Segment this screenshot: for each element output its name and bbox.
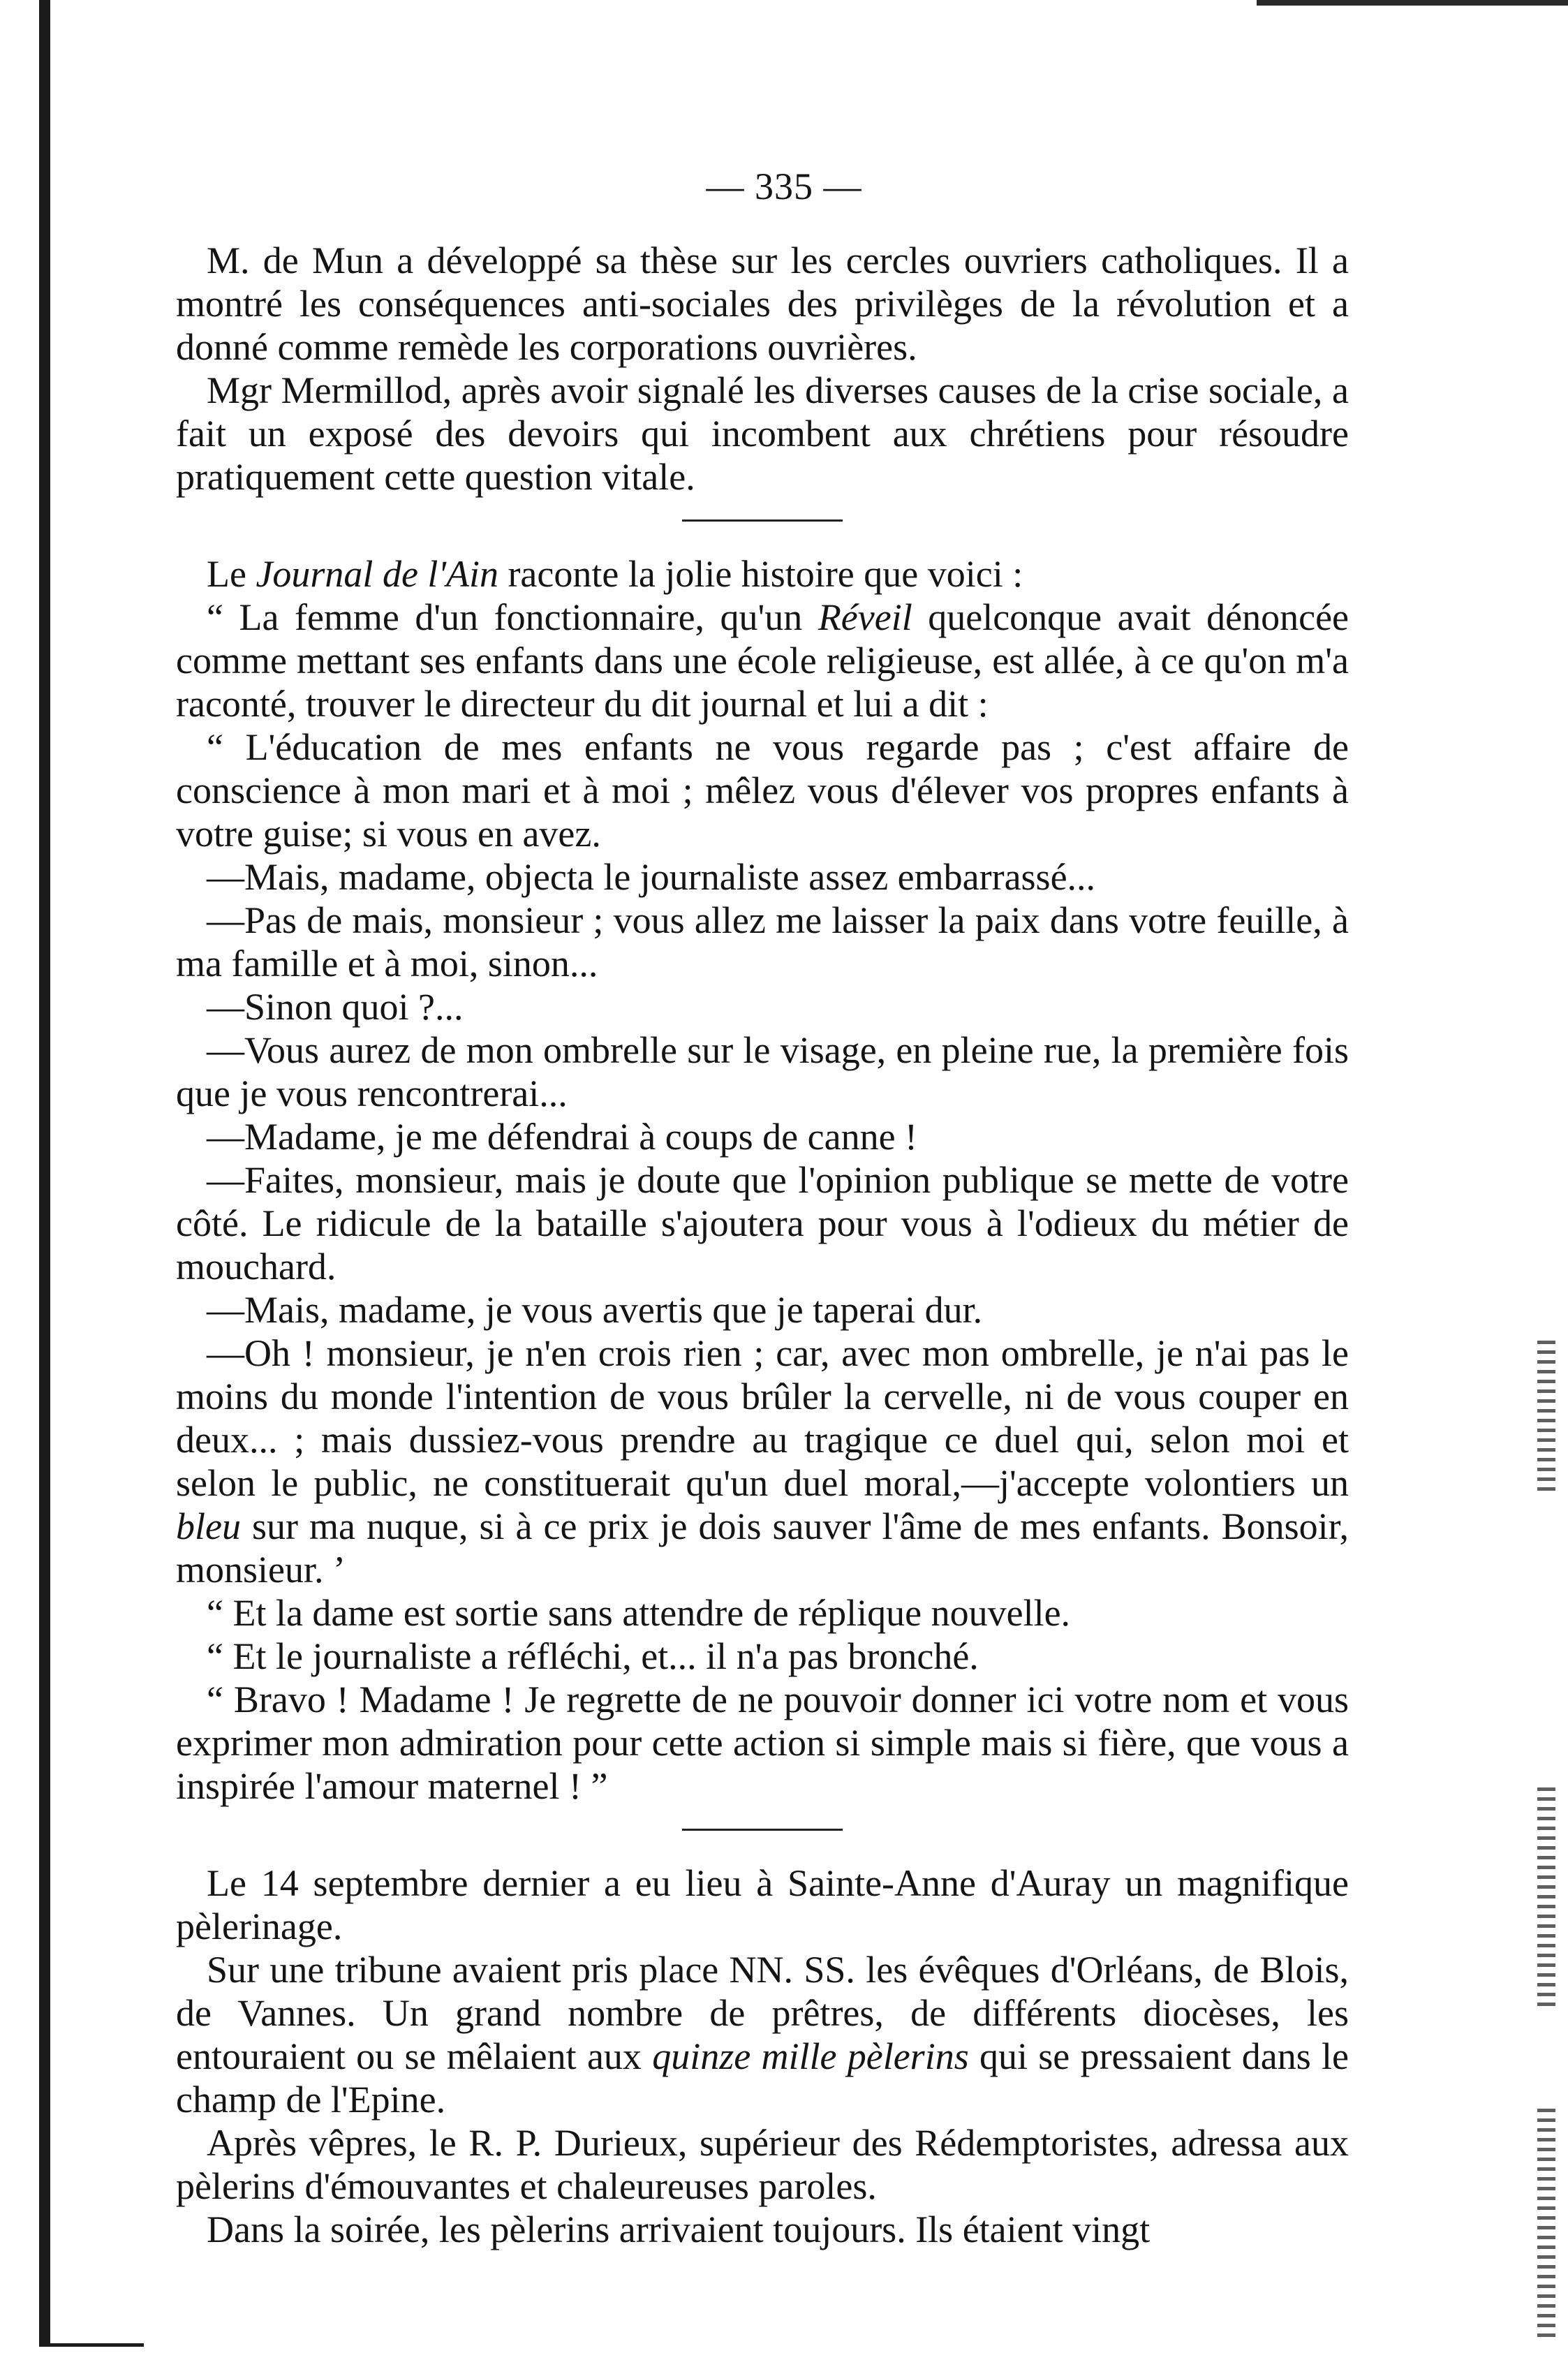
paragraph [176, 552, 1349, 596]
text-run: —Sinon quoi ?... [207, 986, 464, 1028]
text-run: Après vêpres, le R. P. Durieux, supérieur des Rédemptoristes, adressa aux pèlerins d'émouvantes et chaleureuses paroles. [176, 2122, 1349, 2207]
paragraph [176, 1678, 1349, 1808]
text-run: —Pas de mais, monsieur ; vous allez me laisser la paix dans votre feuille, à ma famille et à moi, sinon... [176, 899, 1349, 985]
paragraph [176, 1158, 1349, 1288]
page-body [176, 239, 1349, 2251]
left-binding-rule [39, 0, 50, 2346]
page-edge-mark [1537, 1787, 1555, 2011]
paragraph [176, 899, 1349, 985]
paragraph [176, 2208, 1349, 2251]
text-run: Mgr Mermillod, après avoir signalé les diverses causes de la crise sociale, a fait un exposé des devoirs qui incombent aux chrétiens pour résoudre pratiquement cette question vitale. [176, 369, 1349, 498]
text-run: —Faites, monsieur, mais je doute que l'opinion publique se mette de votre côté. Le ridicule de la bataille s'ajoutera pour vous à l'odieux du métier de mouchard. [176, 1159, 1349, 1288]
paragraph [176, 1591, 1349, 1635]
text-run: M. de Mun a développé sa thèse sur les cercles ouvriers catholiques. Il a montré les conséquences anti-sociales des privilèges de la révolution et a donné comme remède les corporations ouvrières. [176, 239, 1349, 368]
italic-text: Journal de l'Ain [256, 553, 498, 595]
text-run: “ Bravo ! Madame ! Je regrette de ne pouvoir donner ici votre nom et vous exprimer mon admiration pour cette action si simple mais si fière, que vous a inspirée l'amour maternel ! ” [176, 1679, 1349, 1807]
paragraph [176, 1948, 1349, 2121]
italic-text: quinze mille pèlerins [652, 2035, 969, 2077]
text-run: Dans la soirée, les pèlerins arrivaient toujours. Ils étaient vingt [207, 2209, 1151, 2250]
binding-rule-foot [39, 2343, 144, 2347]
paragraph [176, 1635, 1349, 1678]
text-run: quelconque avait dénoncée comme mettant ses enfants dans une école religieuse, est allée, à ce qu'on m'a raconté, trouver le directeur du dit journal et lui a dit : [176, 596, 1349, 725]
text-run: —Madame, je me défendrai à coups de canne ! [207, 1116, 918, 1158]
paragraph [176, 2121, 1349, 2208]
text-run: —Mais, madame, objecta le journaliste assez embarrassé... [207, 856, 1096, 898]
text-run: “ La femme d'un fonctionnaire, qu'un [207, 596, 818, 638]
paragraph [176, 725, 1349, 855]
page-edge-mark [1537, 2109, 1555, 2339]
text-run: Sur une tribune avaient pris place NN. SS. les évêques d'Orléans, de Blois, de Vannes. Un grand nombre de prêtres, de différents diocèses, les entouraient ou se mêlaient aux [176, 1949, 1349, 2077]
text-run: “ L'éducation de mes enfants ne vous regarde pas ; c'est affaire de conscience à mon mari et à moi ; mêlez vous d'élever vos propres enfants à votre guise; si vous en avez. [176, 726, 1349, 855]
paragraph [176, 369, 1349, 499]
paragraph [176, 1861, 1349, 1948]
text-run: “ Et la dame est sortie sans attendre de réplique nouvelle. [207, 1592, 1071, 1634]
text-run: raconte la jolie histoire que voici : [498, 553, 1023, 595]
paragraph [176, 1028, 1349, 1115]
section-separator [682, 1829, 843, 1831]
paragraph [176, 1332, 1349, 1591]
paragraph [176, 1115, 1349, 1158]
text-run: “ Et le journaliste a réfléchi, et... il n'a pas bronché. [207, 1635, 979, 1677]
paragraph [176, 855, 1349, 899]
section-separator [682, 519, 843, 522]
page-edge-mark [1537, 1341, 1555, 1494]
paragraph [176, 985, 1349, 1028]
italic-text: Réveil [818, 596, 912, 638]
text-run: qui se pressaient dans le champ de l'Epine. [176, 2035, 1349, 2121]
top-edge-rule [1257, 0, 1568, 6]
text-run: Le 14 septembre dernier a eu lieu à Sainte-Anne d'Auray un magnifique pèlerinage. [176, 1862, 1349, 1947]
paragraph [176, 239, 1349, 369]
text-run: —Oh ! monsieur, je n'en crois rien ; car, avec mon ombrelle, je n'ai pas le moins du monde l'intention de vous brûler la cervelle, ni de vous couper en deux... ; mais dussiez-vous prendre au tragique ce duel qui, selon moi et selon le public, ne constituerait qu'un duel moral,—j'accepte volontiers un [176, 1332, 1349, 1504]
paragraph [176, 596, 1349, 725]
text-run: sur ma nuque, si à ce prix je dois sauver l'âme de mes enfants. Bonsoir, monsieur. ’ [176, 1505, 1349, 1591]
paragraph [176, 1288, 1349, 1332]
page-number: — 335 — [706, 165, 862, 207]
text-run: Le [207, 553, 256, 595]
italic-text: bleu [176, 1505, 241, 1547]
text-run: —Mais, madame, je vous avertis que je taperai dur. [207, 1289, 983, 1331]
text-run: —Vous aurez de mon ombrelle sur le visage, en pleine rue, la première fois que je vous rencontrerai... [176, 1029, 1349, 1114]
